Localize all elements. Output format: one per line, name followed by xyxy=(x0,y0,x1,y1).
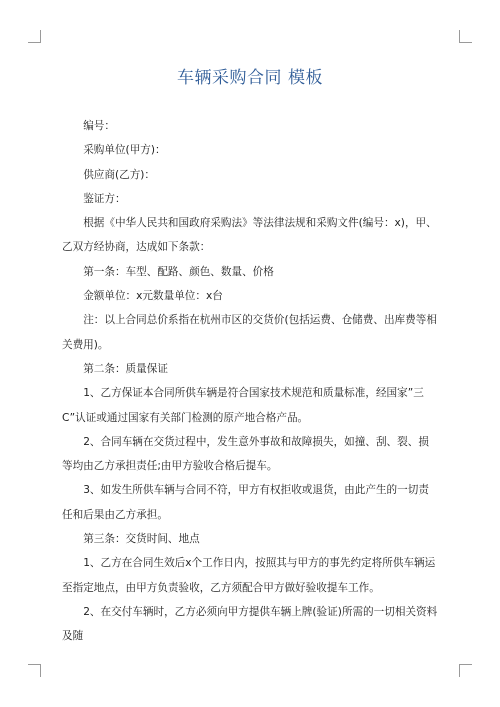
crop-mark-top-right xyxy=(459,30,472,43)
crop-mark-top-left xyxy=(28,30,41,43)
clause-2-heading: 第二条：质量保证 xyxy=(83,362,168,375)
paragraph-buyer: 采购单位(甲方)： xyxy=(83,144,166,157)
document-title: 车辆采购合同 模板 xyxy=(177,68,323,88)
clause-3-item-1: 1、乙方在合同生效后x个工作日内，按照其与甲方的事先约定将所供车辆运至指定地点，由甲方负责验收，乙方须配合甲方做好验收提车工作。 xyxy=(62,557,436,594)
clause-1-heading: 第一条：车型、配路、颜色、数量、价格 xyxy=(83,265,274,278)
paragraph-supplier: 供应商(乙方)： xyxy=(83,168,156,181)
clause-2-item-1: 1、乙方保证本合同所供车辆是符合国家技术规范和质量标准，经国家”三 C”认证或通过国家有关部门检测的原产地合格产品。 xyxy=(62,387,424,424)
clause-2-item-3: 3、如发生所供车辆与合同不符，甲方有权拒收或退货，由此产生的一切责任和后果由乙方承担。 xyxy=(62,484,429,521)
paragraph-number: 编号： xyxy=(83,120,115,132)
paragraph-preamble: 根据《中华人民共和国政府采购法》等法律法规和采购文件(编号：x)，甲、乙双方经协商，达成如下条款： xyxy=(62,217,437,254)
crop-mark-bottom-right xyxy=(459,664,472,677)
clause-2-item-2: 2、合同车辆在交货过程中，发生意外事故和故障损失，如撞、刮、裂、损等均由乙方承担责任;由甲方验收合格后提车。 xyxy=(62,435,429,473)
clause-3-heading: 第三条：交货时间、地点 xyxy=(83,533,200,546)
crop-mark-bottom-left xyxy=(28,664,41,677)
paragraph-note: 注：以上合同总价系指在杭州市区的交货价(包括运费、仓储费、出库费等相关费用)。 xyxy=(62,314,437,351)
document-body xyxy=(62,114,439,649)
paragraph-units: 金额单位：x元数量单位：x台 xyxy=(83,290,223,303)
paragraph-witness: 鉴证方： xyxy=(83,192,126,205)
clause-3-item-2: 2、在交付车辆时，乙方必须向甲方提供车辆上牌(验证)所需的一切相关资料及随 xyxy=(62,605,438,643)
